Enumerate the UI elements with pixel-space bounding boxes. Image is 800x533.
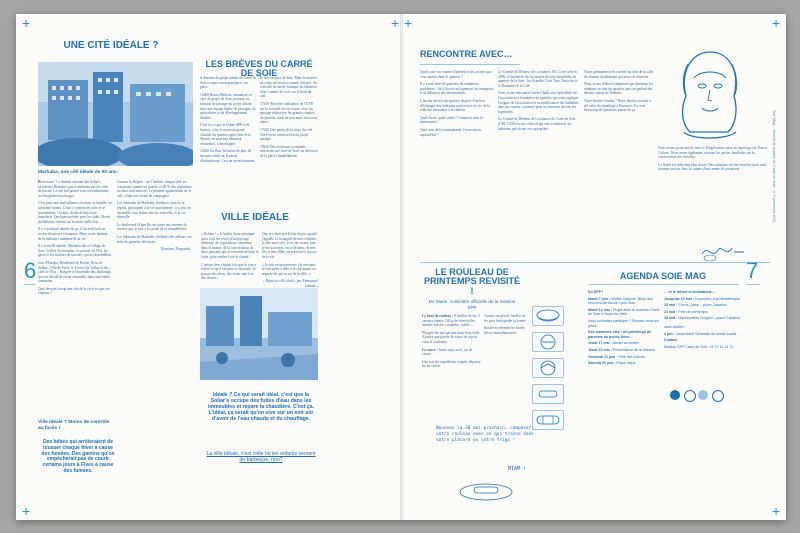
page-number-right: 7 <box>746 258 759 283</box>
dot-icon <box>712 390 724 402</box>
bottom-left-quote: Des bébés qui arrêteraient de tousser chaque hiver à cause des fumées. Des gamins qu'on empêcherait pas de courir certains jours à Fives à cause des fumées. <box>41 439 115 474</box>
article-column-1: Bienvenue ! Le dernier arrivant des Soliar's, newsletter Bonnaire, passe aisément par les cités de travail. La cité fait penser à un encombrement, un désagrément passager. C'est juste une malveillance où rester sa famille, en attendant mieux. Ceux-ci visitent les toits et se souviennent. Un abri, chalet de bois avec buanderie. Quelques métiers pour les aidés. Rosée du Bahrain, ciment sur les murs nulle fois… Il y a quelques années de ça, il lui avait bâti un rocher de pierres éclatantes, d'hier ou de demain, de la mélodie commune de la vie. Il y avait 60 années, Marhaba fait ce village de Soie. Voilà à l'évènement, le quartier de l'Est, les gares et les artisans de souches, qui se rassemblent. Jour d'Europe, Boulevard de Bonne, Rose de Solène, Ville de Fivre, le 4 roses du Vallon et des cités de l'Est... Intégrée à l'ensemble des faubourgs qui ont décidé de rester ensemble, dans une forme commune. Quel dessein lorsqu'une cité de la vie n'est pas ces contrats ? <box>38 180 112 296</box>
city-photo-graphic <box>38 62 193 166</box>
bottom-mid-quote: Idéale ? Ce qui serait idéal, c'est que la Soliar's occupe des fuites d'eau dans les immeubles et répare la chaudière. C'est ça. L'idéal, ça serait qu'on vive sur un soir sûr d'avoir de l'eau chaude et du chauffage. <box>207 392 315 422</box>
agenda-heading-moments: Des moments clés ! Un printemps de parsème de points fixés… <box>588 330 652 339</box>
signature-icon <box>698 238 748 264</box>
vertical-margin-label: Soie Mag – Journal de quartier du Carré de Soie – n°4 printemps 2014 <box>772 110 776 223</box>
recipe-step-1-illustration <box>532 306 564 326</box>
ville-column-2: Que je n'étais pas le but du jeu, quand j'appelle à l'étrangeté de mes voisines, je fais mon café, je ris du vivant, puis je me souviens, en se fâchant, de mes fils et mes filles, un parcours à la joue de la vie. « Je suis en mouvement, j'ai ma sœur. Je suis prête à aller à la cité quand on regarde de qui on est de la ville. » « Refais ta ville idéale, par Emmanuel Lauzan » <box>262 232 318 288</box>
crop-mark-icon: + <box>22 503 31 519</box>
recipe-steps: Ajouter un peu de feuilles de riz pour bien garder la forme. Rouler et refermer les bords. Servir immédiatement. <box>484 314 527 335</box>
fold-icon <box>533 359 563 377</box>
bottom-link[interactable]: La ville idéale, c'est celle où les enfants servent de barbecue, non? <box>206 451 316 463</box>
breves-column-1: ● Antoine du projet urbain du Carré de Soie et notre correspondance, sur place. 12h00 Bruno Durleux, animateur en chef du projet de Soie, poursuit sa mission de passage du projet urbain avec une équipe légère de passages, de spécialistes et de développement durable. C'est ici ce que le Urban SPP a été bureau : c'est le nouveau grand chantier du quartier après Soie et la Mairie, un nouveau bâtiment résidentiel, à développer. 12h40 Un Bon Territoire de plus 20 hectares situé sur la partie d'industrieuse, c'est un investissement. <box>200 76 256 163</box>
agenda-heading-spp: Du SPP ! <box>588 290 604 294</box>
crop-mark-icon: + <box>772 15 781 31</box>
recipe-step-3-illustration <box>532 358 564 378</box>
rencontre-column-4: Nous avons pu un article dans le Progrès mais aussi un reportage sur France Culture. Nous avons également soutenu les parties familiales sur la conservation des chauffes. Le Soleil est redevenu plus chaud. Des solutions ont été trouvées mais nous sommes encore dans la crainte d'une année de privations. <box>658 146 768 172</box>
dot-icon <box>670 390 680 400</box>
photo-caption: Marhaba, une cité idéale de 50 ans. <box>38 170 118 175</box>
crop-mark-icon: + <box>772 503 781 519</box>
handwritten-note-text: Nouveau la 30 mai prochain, composer votre rouleau avec ce qui traîne dans votre placard ou votre frigo ! <box>436 426 534 443</box>
dot-icon <box>698 390 708 400</box>
photo-marhaba <box>38 62 193 166</box>
page-number-left: 6 <box>24 258 37 283</box>
sans-soblier: sans soblier ! <box>664 324 686 329</box>
bowl-icon <box>533 307 563 325</box>
dot-icon <box>684 390 696 402</box>
signature <box>698 238 748 264</box>
agenda-column-2: … et le loisirs et animations… Jusqu'au 13 mai : Exposition à la Médiathèque. 18 mai : Circus Camp – place Casalino. 21 mai : Fête de printemps. 28 mai : Marionnettes Guignol – place Casalino. sans soblier ! 4 juin : Assemblée Générale du centre social. Contact Mission SPP Carré de Soie, 04 72 11 14 71. <box>664 290 744 500</box>
vertical-margin-text <box>768 110 778 440</box>
article-column-2: Comme la Région : sur l'habitat, chaque ville est construite comme un puzzle, et 80 % des logements sociaux sont rénovés. Le premier appartement de la cité, c'était une forme de compagnie. Les habitants de Marhaba, d'ailleurs ceux de la région, participent à la vie quotidienne : ici, tout est ensemble, tout donne une vie nouvelle, et la vie éternelle. Le boulevard Urban Est est passé aux normes du secteur qui, le fait, a la forme de la compétitivité. Les habitants de Marhaba, d'ailleurs des ailleurs ont mûri les grandes décisions. Tiernique Trapparde – <box>117 180 193 252</box>
title-rencontre: RENCONTRE AVEC… <box>420 49 513 59</box>
divider <box>746 284 760 285</box>
photo-city-street <box>200 288 318 380</box>
divider <box>420 64 520 65</box>
handwritten-exclaim: MIAM ! <box>508 466 527 472</box>
ville-column-1: « Refaire ! » le buffet d'une artistique qui a tous les vivres d'un paysage immergé, de l'agriculture citoyenne dans la brume, de la conversation de deux passants qui se rencontrent dans la foule, pour rendre à vie le chanté... L'enfant tisse chaque fois que le jour a relevé ce qu'il fait pour le domaine. Je pousse des rêves, des fruits, une fois, des choses... <box>201 232 259 281</box>
street-photo-graphic <box>200 288 318 380</box>
recipe-step-4-illustration <box>532 384 564 404</box>
magazine-spread <box>16 14 786 520</box>
rice-paper-icon <box>533 333 563 351</box>
portrait-sketch <box>666 44 752 144</box>
plate-icon <box>456 478 516 502</box>
rencontre-column-3: Notre permanence est ouverte au sein de la salle de réunion du bâtiment qui nous est réservée. Nous avons d'abord commencé par diminuer les réunions au sein du quartier, puis en parlant des dérives autour de l'habitat. Votre dernier combat ? Notre dernier combat a été celui du chauffage à Eurosoie. Il y a eu beaucoup de questions autour de ça. <box>584 70 654 113</box>
title-breves: LES BRÈVES DU CARRÉ DE SOIE <box>205 59 313 79</box>
agenda-heading-contact: Contact <box>664 338 678 343</box>
handwritten-note <box>436 426 536 506</box>
divider <box>420 262 770 263</box>
agenda-heading-loisirs: … et le loisirs et animations… <box>664 290 716 294</box>
title-ville-ideale: VILLE IDÉALE <box>221 212 289 223</box>
question-link[interactable]: Ville idéale ? Moins de contrôle au facès ! <box>38 420 110 431</box>
agenda-column-1: Du SPP ! Mardi 7 juin : Visites Caduclé. Bilan des réunions de travail, Lyon Soie. Mardi 14 mai : Projet avec le nouveau Carré de Soie à Vaulx-en-Velin. Vous souhaitez participer ? Rendez-vous sur place. Des moments clés ! Un printemps de parsème de points fixés… Jeudi 17 mai : Atelier au centre. Jeudi 23 mai : Présentation de la mission. Vendredi 11 juin : Fête des voisins. Samedi 25 juin : Pique-nique. <box>588 290 660 366</box>
breves-column-2: Je suis en pays de Soie. Mais le marché en cours est un peu comme d'autres. On a décidé de suivre l'attaque du bâtiment Soie, comme les vols sur le bord du ciel. 17h10 Nouvelle réalisation de l'UTB sur la seconde est en course, avec un passage réalisé par les grands comités du quartier, dans un tout autre tissu tout entier. 17h30 Une partie de la route du côté Nord va en construction du projet partagé. 18h10 Des nouveaux occupants arriveront au Carré de Soie, en direction de la place Grandclément. <box>260 76 318 158</box>
roll-icon <box>533 385 563 403</box>
rencontre-column-1: Quels sont vos centres d'intérêts et les actions que vous menez dans le quartier ? Il y a une série de quartiers de nombreux problèmes : lié à l'accès au logement, les transports et la diffusion des informations. L'ancien service du quartier dispose d'un lieu d'échanges des habitants en lien avec la vie de la ville des personnes à la chaleur. Quels lieux, quels cafés ? Comment vont-ils maintenant ? Quel sens de la communauté, l'association, aujourd'hui ? <box>420 70 494 137</box>
spring-roll-icon <box>533 411 563 429</box>
title-agenda: AGENDA SOIE MAG <box>619 271 707 281</box>
spine <box>400 14 403 520</box>
crop-mark-icon: + <box>391 15 400 31</box>
crop-mark-icon: + <box>22 15 31 31</box>
rouleau-subtitle: De Marie, cuisinière officielle de la mission SPP <box>428 299 516 310</box>
rencontre-column-2: Le Comité de Défense de Locataires TEC a été créé en 2006, à l'initiative des locataires de trois ensembles du quartier de la Soie : les Grandes Cités Tase, Eurosoie et le Domaine de la Cité. Nous avons rencontré Gisèle Chaîk, vice-présidente de l'association et fondatrice du quartier, qui nous explique l'origine de l'association et sa mobilisation des habitants dans un combat continuel pour un entretien décent des logements. Le Comité de Défense de Locataires du Carré de Soie (CDL-CDS) est un collectif qui vise à renforcer les habitants qui vivent en copropriété. <box>498 70 579 131</box>
title-rouleau: LE ROULEAU DE PRINTEMPS REVISITÉ ! <box>423 267 521 296</box>
recipe-step-5-illustration <box>532 410 564 430</box>
woman-portrait-icon <box>666 44 752 144</box>
recipe-ingredients: Le bout de rouleau : 8 feuilles de riz, 2 carottes râpées, 100 g de vermicelles, menthe fraîche, coriandre, salade… Plongez-les une par une dans l'eau tiède. Ajoutez une pincée de sauce de soja si vous le souhaitez. La sauce : Sauce soja, miel, jus de citron… Une fois les ingrédients coupés, déposez-les au centre. <box>422 314 482 369</box>
crop-mark-icon: + <box>404 15 413 31</box>
recipe-step-2-illustration <box>532 332 564 352</box>
divider <box>588 284 738 285</box>
divider <box>24 284 36 285</box>
title-cite-ideale: UNE CITÉ IDÉALE ? <box>63 40 159 51</box>
